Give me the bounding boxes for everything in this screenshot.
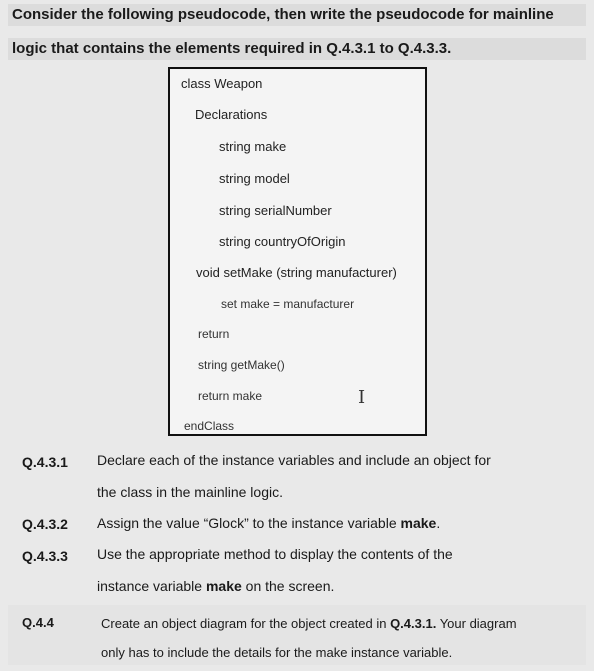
question-4-3-3-line-1: Use the appropriate method to display the contents of the <box>97 546 453 562</box>
method-set-make: void setMake (string manufacturer) <box>196 265 397 280</box>
variable-serial-number: string serialNumber <box>219 203 332 218</box>
class-declaration: class Weapon <box>181 76 263 91</box>
question-4-3-1-line-1: Declare each of the instance variables and include an object for <box>97 452 491 468</box>
question-number-4-3-2: Q.4.3.2 <box>22 516 68 532</box>
question-4-3-1-line-2: the class in the mainline logic. <box>97 484 283 500</box>
question-4-4-line-1 <box>101 616 517 631</box>
instruction-line-1: Consider the following pseudocode, then write the pseudocode for mainline <box>8 4 586 26</box>
declarations-keyword: Declarations <box>195 107 268 122</box>
question-4-3-2-bold: make <box>400 515 437 531</box>
question-4-4-prefix: Create an object diagram for the object created in <box>101 616 391 631</box>
question-4-3-3-prefix: instance variable <box>97 578 206 594</box>
question-4-3-3-bold: make <box>205 578 242 594</box>
question-4-3-2-prefix: Assign the value “Glock” to the instance variable <box>97 515 401 531</box>
question-number-4-4: Q.4.4 <box>22 615 54 630</box>
question-number-4-3-3: Q.4.3.3 <box>22 548 68 564</box>
question-4-4-bold: Q.4.3.1. <box>390 616 437 631</box>
return-statement: return <box>198 327 230 341</box>
question-4-3-3-line-2 <box>97 578 334 594</box>
method-get-make: string getMake() <box>198 358 285 372</box>
text-cursor-icon: I <box>358 387 366 408</box>
pseudocode-box <box>168 67 427 436</box>
question-4-3-2-suffix: . <box>436 515 441 531</box>
assignment-statement: set make = manufacturer <box>221 297 355 311</box>
variable-model: string model <box>219 171 290 186</box>
question-4-3-3-suffix: on the screen. <box>241 578 335 594</box>
variable-make: string make <box>219 139 287 154</box>
variable-country-of-origin: string countryOfOrigin <box>219 234 346 249</box>
question-4-4-suffix: Your diagram <box>436 616 517 631</box>
question-4-3-2-text <box>97 515 440 531</box>
question-4-4-line-2: only has to include the details for the make instance variable. <box>101 645 453 660</box>
question-number-4-3-1: Q.4.3.1 <box>22 454 68 470</box>
instruction-line-2: logic that contains the elements required in Q.4.3.1 to Q.4.3.3. <box>8 38 586 60</box>
end-class: endClass <box>184 419 235 433</box>
return-make-statement: return make <box>198 389 263 403</box>
